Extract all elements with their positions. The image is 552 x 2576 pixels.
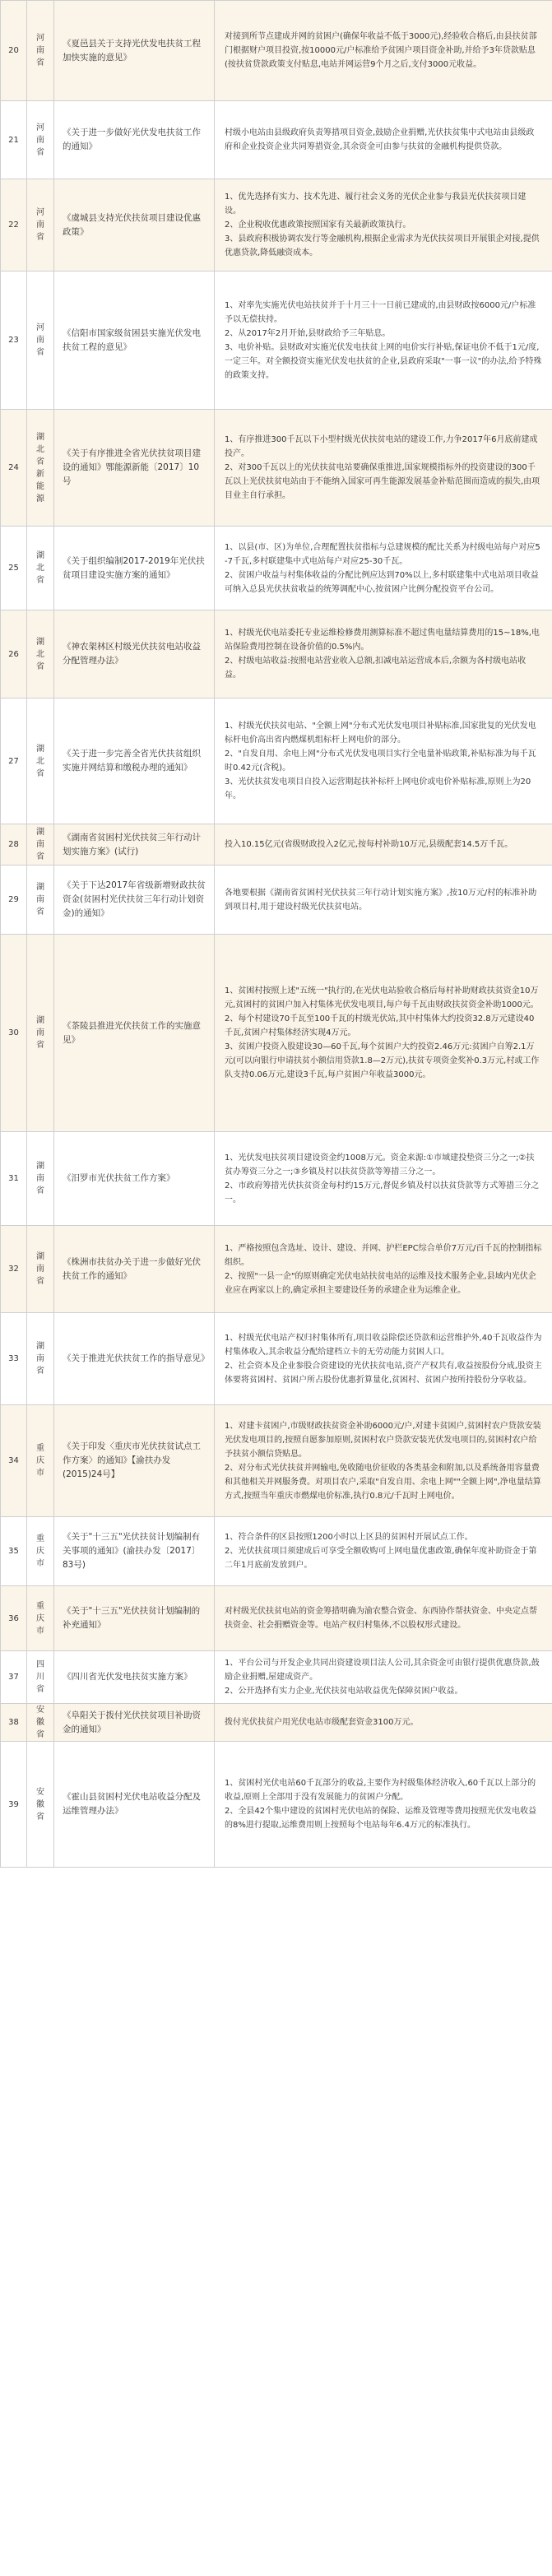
policy-title: 《关于进一步做好光伏发电扶贫工作的通知》 — [54, 101, 215, 179]
province-cell — [27, 1405, 54, 1517]
row-number: 30 — [1, 935, 27, 1132]
province-name: 河南省 — [36, 34, 44, 67]
policy-content-paragraph: 2、按照"一县一企"的原则确定光伏电站扶贫电站的运维及技术服务企业,县域内光伏企业应在两家以上的,确定承担主要建设任务的承建企业为运维企业。 — [225, 1271, 536, 1295]
policy-content — [215, 1742, 552, 1868]
province-cell — [27, 1742, 54, 1868]
policy-title: 《阜阳关于拨付光伏扶贫项目补助资金的通知》 — [54, 1704, 215, 1742]
province-name: 湖南省 — [36, 1016, 44, 1050]
policy-content — [215, 179, 552, 272]
policy-content — [215, 101, 552, 179]
policy-content-paragraph: 村级小电站由县级政府负责筹措项目资金,鼓励企业捐赠,光伏扶贫集中式电站由县级政府和企业投资企业共同筹措资金,其余资金可由参与扶贫的金融机构提供贷款。 — [225, 128, 535, 151]
policy-content-paragraph: 2、"自发自用、余电上网"分布式光伏发电项目实行全电量补贴政策,补贴标准为每千瓦时0.42元(含税)。 — [225, 750, 536, 773]
province-name: 重庆市 — [36, 1534, 44, 1568]
policy-content-paragraph: 2、每个村建设70千瓦至100千瓦的村级光伏站,其中村集体大约投资32.8万元建设40千瓦,贫困户村集体经济实现4万元。 — [225, 1014, 535, 1037]
row-number: 33 — [1, 1313, 27, 1405]
policy-content-paragraph: 1、以县(市、区)为单位,合理配置扶贫指标与总建规模的配比关系为村级电站每户对应5-7千瓦,多村联建集中式电站每户对应25-30千瓦。 — [225, 542, 540, 566]
row-number: 34 — [1, 1405, 27, 1517]
province-name: 湖南省 — [36, 1252, 44, 1286]
province-cell — [27, 527, 54, 610]
policy-title: 《关于组织编制2017-2019年光伏扶贫项目建设实施方案的通知》 — [54, 527, 215, 610]
province-name: 四川省 — [36, 1660, 44, 1694]
row-number: 21 — [1, 101, 27, 179]
policy-content-paragraph: 2、对300千瓦以上的光伏扶贫电站要确保重推进,国家规模指标外的投资建设的300千瓦以上光伏扶贫电站由于不能纳入国家可再生能源发展基金补贴范围而造成的损失,由项目业主自行承担。 — [225, 463, 540, 500]
policy-content — [215, 1, 552, 101]
province-cell — [27, 935, 54, 1132]
province-cell — [27, 1226, 54, 1313]
policy-content-paragraph: 2、光伏扶贫项目须建成后可享受全额收购可上网电量优惠政策,确保年度补助资金于第二年1月底前发放到户。 — [225, 1547, 537, 1570]
province-cell — [27, 866, 54, 935]
province-name: 湖北省新能源 — [36, 432, 44, 504]
row-number: 36 — [1, 1586, 27, 1651]
policy-content-paragraph: 2、全县42个集中建设的贫困村光伏电站的保险、运维及管理等费用按照光伏发电收益的8%进行提取,运维费用则上按照每个电站每年6.4万元的标准执行。 — [225, 1807, 537, 1830]
policy-content — [215, 1704, 552, 1742]
policy-content-paragraph: 3、贫困户投资入股建设30—60千瓦,每个贫困户大约投资2.46万元:贫困户自筹2.1万元(可以向银行申请扶贫小额信用贷款1.8—2万元),扶贫专项资金奖补0.3万元,村或工作队支持0.06万元,建设3千瓦,每户贫困户年收益3000元。 — [225, 1042, 540, 1079]
table-row — [1, 699, 552, 824]
row-number: 37 — [1, 1651, 27, 1704]
policy-content-paragraph: 1、贫困村按照上述"五统一"执行的,在光伏电站验收合格后每村补助财政扶贫资金10万元,贫困村的贫困户加入村集体光伏发电项目,每户每千瓦由财政扶贫资金补助1000元。 — [225, 986, 539, 1010]
province-name: 湖南省 — [36, 1342, 44, 1376]
policy-content-paragraph: 2、市政府筹措光伏扶贫资金每村约15万元,督促乡镇及村以扶贫贷款等方式筹措三分之一。 — [225, 1181, 540, 1204]
policy-title: 《夏邑县关于支持光伏发电扶贫工程加快实施的意见》 — [54, 1, 215, 101]
policy-content — [215, 1586, 552, 1651]
table-row — [1, 1313, 552, 1405]
table-row — [1, 1704, 552, 1742]
province-cell — [27, 1517, 54, 1586]
row-number: 39 — [1, 1742, 27, 1868]
province-name: 河南省 — [36, 208, 44, 242]
table-row — [1, 866, 552, 935]
province-cell — [27, 1586, 54, 1651]
policy-title: 《关于"十三五"光伏扶贫计划编制有关事项的通知》(渝扶办发〔2017〕83号) — [54, 1517, 215, 1586]
policy-content-paragraph: 各地要根据《湖南省贫困村光伏扶贫三年行动计划实施方案》,按10万元/村的标准补助到项目村,用于建设村级光伏扶贫电站。 — [225, 888, 537, 912]
policy-content-paragraph: 1、对建卡贫困户,市级财政扶贫资金补助6000元/户,对建卡贫困户,贫困村农户贷款安装光伏发电项目的,按照自愿参加原则,贫困村农户贷款安装光伏发电项目的,贫困村农户给予扶贫小额信贷贴息。 — [225, 1421, 541, 1459]
row-number: 32 — [1, 1226, 27, 1313]
table-row — [1, 1, 552, 101]
province-name: 河南省 — [36, 123, 44, 157]
table-row — [1, 410, 552, 527]
province-cell — [27, 1132, 54, 1226]
province-cell — [27, 1313, 54, 1405]
policy-title: 《神农架林区村级光伏扶贫电站收益分配管理办法》 — [54, 610, 215, 699]
policy-content — [215, 866, 552, 935]
province-cell — [27, 101, 54, 179]
table-row — [1, 1226, 552, 1313]
row-number: 27 — [1, 699, 27, 824]
row-number: 24 — [1, 410, 27, 527]
policy-content-paragraph: 2、对分布式光伏扶贫并网输电,免收随电价征收的各类基金和附加,以及系统备用容量费和其他相关并网服务费。对项目农户,采取"自发自用、余电上网""全额上网",净电量结算方式,按照当年重庆市燃煤电价标准,执行0.8元/千瓦时上网电价。 — [225, 1463, 541, 1501]
policy-title: 《湖南省贫困村光伏扶贫三年行动计划实施方案》(试行) — [54, 824, 215, 866]
province-cell — [27, 179, 54, 272]
row-number: 29 — [1, 866, 27, 935]
province-name: 安徽省 — [36, 1706, 44, 1739]
province-cell — [27, 1704, 54, 1742]
province-cell — [27, 699, 54, 824]
policy-content-paragraph: 2、从2017年2月开始,县财政给予三年贴息。 — [225, 328, 391, 338]
row-number: 25 — [1, 527, 27, 610]
policy-content — [215, 1313, 552, 1405]
row-number: 26 — [1, 610, 27, 699]
province-name: 湖北省 — [36, 551, 44, 585]
table-row — [1, 1586, 552, 1651]
table-row — [1, 824, 552, 866]
policy-content-paragraph: 1、光伏发电扶贫项目建设资金约1008万元。资金来源:①市域建投垫资三分之一;②扶贫办筹资三分之一;③乡镇及村以扶贫贷款等筹措三分之一。 — [225, 1153, 535, 1177]
table-row — [1, 1132, 552, 1226]
table-row — [1, 1405, 552, 1517]
policy-content — [215, 824, 552, 866]
table-row — [1, 527, 552, 610]
province-name: 重庆市 — [36, 1444, 44, 1478]
policy-content-paragraph: 2、村级电站收益:按照电站营业收入总额,扣减电站运营成本后,余额为各村级电站收益。 — [225, 657, 526, 680]
policy-content-paragraph: 2、社会资本及企业参股合资建设的光伏扶贫电站,资产产权共有,收益按股份分成,股资主体要将贫困村、贫困户所占股份优惠折算量化,贫困村、贫困户按所持股份分享收益。 — [225, 1361, 542, 1385]
province-name: 湖北省 — [36, 637, 44, 671]
policy-content-paragraph: 1、村级光伏电站产权归村集体所有,项目收益除偿还贷款和运营维护外,40千瓦收益作为村集体收入,其余收益分配给建档立卡的无劳动能力贫困人口。 — [225, 1333, 542, 1357]
policy-title: 《汨罗市光伏扶贫工作方案》 — [54, 1132, 215, 1226]
policy-content — [215, 272, 552, 410]
province-cell — [27, 1, 54, 101]
row-number: 28 — [1, 824, 27, 866]
policy-content-paragraph: 1、有序推进300千瓦以下小型村级光伏扶贫电站的建设工作,力争2017年6月底前建成投产。 — [225, 435, 538, 458]
policy-content-paragraph: 3、县政府积极协调农发行等金融机构,根据企业需求为光伏扶贫项目开展银企对接,提供优惠贷款,降低融资成本。 — [225, 234, 540, 258]
row-number: 38 — [1, 1704, 27, 1742]
policy-content-paragraph: 1、村级光伏扶贫电站、"全额上网"分布式光伏发电项目补贴标准,国家批复的光伏发电标杆电价高出省内燃煤机组标杆上网电价的部分。 — [225, 722, 536, 745]
table-row — [1, 935, 552, 1132]
policy-title: 《霍山县贫困村光伏电站收益分配及运维管理办法》 — [54, 1742, 215, 1868]
table-row — [1, 101, 552, 179]
policy-content-paragraph: 投入10.15亿元(省级财政投入2亿元,按每村补助10万元,县级配套14.5万千瓦。 — [225, 840, 513, 849]
province-name: 河南省 — [36, 323, 44, 357]
policy-content — [215, 1651, 552, 1704]
policy-title: 《关于印发〈重庆市光伏扶贫试点工作方案〉的通知》【渝扶办发(2015)24号】 — [54, 1405, 215, 1517]
province-name: 湖南省 — [36, 828, 44, 861]
policy-title: 《茶陵县推进光伏扶贫工作的实施意见》 — [54, 935, 215, 1132]
province-cell — [27, 410, 54, 527]
policy-content-paragraph: 2、公开选择有实力企业,光伏扶贫电站收益优先保障贫困户收益。 — [225, 1687, 463, 1696]
policy-title: 《关于"十三五"光伏扶贫计划编制的补充通知》 — [54, 1586, 215, 1651]
policy-title: 《虞城县支持光伏扶贫项目建设优惠政策》 — [54, 179, 215, 272]
table-row — [1, 610, 552, 699]
table-row — [1, 1517, 552, 1586]
table-row — [1, 1651, 552, 1704]
policy-content-paragraph: 2、企业税收优惠政策按照国家有关最新政策执行。 — [225, 220, 411, 230]
province-name: 湖南省 — [36, 1162, 44, 1195]
policy-content — [215, 1226, 552, 1313]
province-name: 湖北省 — [36, 744, 44, 778]
province-name: 安徽省 — [36, 1787, 44, 1822]
province-cell — [27, 610, 54, 699]
policy-content-paragraph: 1、优先选择有实力、技术先进、履行社会义务的光伏企业参与我县光伏扶贫项目建设。 — [225, 193, 526, 216]
province-cell — [27, 824, 54, 866]
policy-title: 《四川省光伏发电扶贫实施方案》 — [54, 1651, 215, 1704]
province-cell — [27, 1651, 54, 1704]
policy-content — [215, 1517, 552, 1586]
policy-content-paragraph: 1、对率先实施光伏电站扶贫并于十月三十一日前已建成的,由县财政按6000元/户标准予以无偿扶持。 — [225, 300, 536, 324]
policy-content-paragraph: 2、贫困户收益与村集体收益的分配比例应达到70%以上,多村联建集中式电站项目收益可纳入总县光伏扶贫收益的统筹调配中心,按贫困户比例分配投资平台公司。 — [225, 570, 539, 594]
policy-content — [215, 610, 552, 699]
policy-title: 《关于有序推进全省光伏扶贫项目建设的通知》鄂能源新能〔2017〕10号 — [54, 410, 215, 527]
policy-content-paragraph: 拨付光伏扶贫户用光伏电站市级配套资金3100万元。 — [225, 1718, 419, 1727]
policy-content — [215, 935, 552, 1132]
policy-content-paragraph: 1、贫困村光伏电站60千瓦部分的收益,主要作为村级集体经济收入,60千瓦以上部分的收益,原则上全部用于没有发展能力的贫困户分配。 — [225, 1779, 536, 1802]
row-number: 20 — [1, 1, 27, 101]
policy-title: 《关于进一步完善全省光伏扶贫组织实施并网结算和缴税办理的通知》 — [54, 699, 215, 824]
policy-content-paragraph: 对接到所节点建成并网的贫困户(确保年收益不低于3000元),经验收合格后,由县扶贫部门根据财户项目投资,按10000元/户标准给予贫困户项目资金补助,并给予3年贷款贴息(按扶贫贷款政策支付贴息,电站并网运营9个月之后,支付3000元收益。 — [225, 32, 537, 69]
policy-content — [215, 1132, 552, 1226]
policy-title: 《信阳市国家级贫困县实施光伏发电扶贫工程的意见》 — [54, 272, 215, 410]
policy-title: 《关于下达2017年省级新增财政扶贫资金(贫困村光伏扶贫三年行动计划资金)的通知》 — [54, 866, 215, 935]
province-name: 重庆市 — [36, 1601, 44, 1636]
policy-title: 《关于推进光伏扶贫工作的指导意见》 — [54, 1313, 215, 1405]
table-row — [1, 179, 552, 272]
province-cell — [27, 272, 54, 410]
policy-content — [215, 527, 552, 610]
row-number: 31 — [1, 1132, 27, 1226]
policy-content-paragraph: 3、电价补贴。县财政对实施光伏发电扶贫上网的电价实行补贴,保证电价不低于1元/度,一定三年。对全额投资实施光伏发电扶贫的企业,县政府采取"一事一议"的办法,给予特殊的政策支持。 — [225, 342, 542, 380]
policy-content — [215, 1405, 552, 1517]
row-number: 35 — [1, 1517, 27, 1586]
row-number: 23 — [1, 272, 27, 410]
policy-content-paragraph: 1、平台公司与开发企业共同出资建设项目法人公司,其余资金可由银行提供优惠贷款,鼓励企业捐赠,屋建成资产。 — [225, 1659, 540, 1682]
policy-content-paragraph: 1、符合条件的区县按照1200小时以上区县的贫困村开展试点工作。 — [225, 1533, 473, 1542]
policy-content — [215, 410, 552, 527]
policy-content-paragraph: 1、严格按照包含选址、设计、建设、并网、护栏EPC综合单价7万元/百千瓦的控制指标组织。 — [225, 1243, 542, 1267]
policy-table-body — [1, 1, 552, 1868]
province-name: 湖南省 — [36, 883, 44, 917]
row-number: 22 — [1, 179, 27, 272]
policy-content-paragraph: 1、村级光伏电站委托专业运维检修费用测算标准不超过售电量结算费用的15~18%,电站保险费用控制在设备价值的0.5%内。 — [225, 629, 540, 652]
policy-title: 《株洲市扶贫办关于进一步做好光伏扶贫工作的通知》 — [54, 1226, 215, 1313]
table-row — [1, 1742, 552, 1868]
policy-content-paragraph: 对村级光伏扶贫电站的资金筹措明确为渝农整合资金、东西协作帮扶资金、中央定点帮扶资金、社会捐赠资金等。电站产权归村集体,不以股权形式建设。 — [225, 1607, 537, 1630]
table-row — [1, 272, 552, 410]
policy-content — [215, 699, 552, 824]
policy-content-paragraph: 3、光伏扶贫发电项目自投入运营期起扶补标杆上网电价或电价补贴标准,原则上为20年。 — [225, 777, 531, 801]
